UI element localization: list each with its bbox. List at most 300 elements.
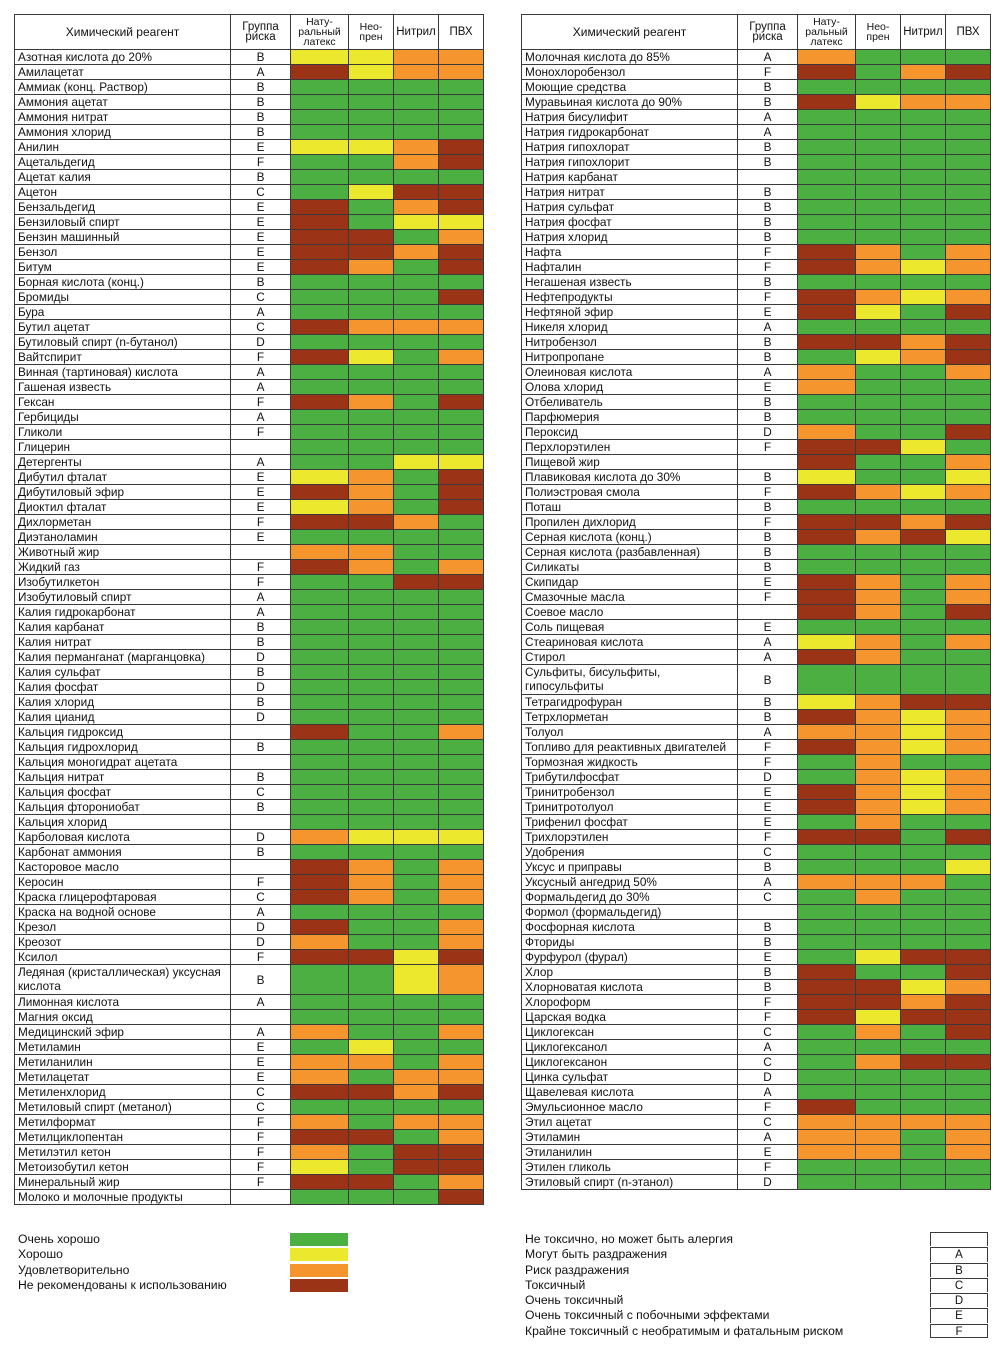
chemical-name: Глицерин xyxy=(15,440,231,455)
rating-nitrile xyxy=(901,590,946,605)
table-row xyxy=(522,620,991,635)
risk-group: B xyxy=(231,800,291,815)
legend-label: Удовлетворительно xyxy=(18,1262,130,1277)
rating-pvc xyxy=(439,1055,484,1070)
rating-latex xyxy=(798,620,856,635)
rating-nitrile xyxy=(901,155,946,170)
table-row xyxy=(15,260,484,275)
risk-group: E xyxy=(231,215,291,230)
table-row xyxy=(522,1100,991,1115)
rating-neoprene xyxy=(856,710,901,725)
rating-neoprene xyxy=(349,155,394,170)
rating-pvc xyxy=(439,350,484,365)
table-row xyxy=(522,665,991,695)
rating-nitrile xyxy=(394,1115,439,1130)
risk-group: E xyxy=(738,380,798,395)
chemical-name: Кальция гидрохлорид xyxy=(15,740,231,755)
rating-latex xyxy=(291,875,349,890)
table-row xyxy=(522,50,991,65)
risk-group: C xyxy=(738,1025,798,1040)
chemical-name: Молочная кислота до 85% xyxy=(522,50,738,65)
chemical-name: Касторовое масло xyxy=(15,860,231,875)
chemical-name: Натрия гидрокарбонат xyxy=(522,125,738,140)
risk-group: B xyxy=(738,665,798,695)
rating-neoprene xyxy=(349,320,394,335)
table-row xyxy=(522,1175,991,1190)
rating-latex xyxy=(291,530,349,545)
rating-nitrile xyxy=(901,1145,946,1160)
rating-neoprene xyxy=(856,830,901,845)
rating-neoprene xyxy=(856,635,901,650)
risk-group: B xyxy=(231,620,291,635)
chemical-name: Натрия нитрат xyxy=(522,185,738,200)
rating-latex xyxy=(798,920,856,935)
rating-neoprene xyxy=(856,215,901,230)
table-row xyxy=(15,1160,484,1175)
risk-group: D xyxy=(738,425,798,440)
risk-group: C xyxy=(738,890,798,905)
rating-pvc xyxy=(439,215,484,230)
rating-latex xyxy=(798,440,856,455)
rating-nitrile xyxy=(901,125,946,140)
rating-neoprene xyxy=(856,620,901,635)
chemical-name: Этиловый спирт (n-этанол) xyxy=(522,1175,738,1190)
rating-pvc xyxy=(946,425,991,440)
rating-nitrile xyxy=(901,1025,946,1040)
rating-latex xyxy=(798,1130,856,1145)
rating-pvc xyxy=(946,755,991,770)
chemical-name: Эмульсионное масло xyxy=(522,1100,738,1115)
risk-group: B xyxy=(231,845,291,860)
rating-neoprene xyxy=(349,290,394,305)
rating-neoprene xyxy=(349,1190,394,1205)
rating-neoprene xyxy=(856,605,901,620)
rating-pvc xyxy=(439,470,484,485)
legend-swatch xyxy=(290,1264,348,1277)
table-row xyxy=(15,875,484,890)
table-row xyxy=(15,575,484,590)
chemical-name: Нафта xyxy=(522,245,738,260)
rating-pvc xyxy=(439,590,484,605)
rating-pvc xyxy=(439,80,484,95)
table-row xyxy=(15,785,484,800)
rating-nitrile xyxy=(901,1055,946,1070)
rating-nitrile xyxy=(394,530,439,545)
rating-pvc xyxy=(439,560,484,575)
rating-latex xyxy=(798,710,856,725)
rating-nitrile xyxy=(901,845,946,860)
rating-latex xyxy=(291,710,349,725)
rating-nitrile xyxy=(394,950,439,965)
rating-nitrile xyxy=(394,665,439,680)
rating-nitrile xyxy=(901,1010,946,1025)
rating-latex xyxy=(291,755,349,770)
rating-latex xyxy=(798,470,856,485)
rating-latex xyxy=(291,140,349,155)
rating-nitrile xyxy=(394,935,439,950)
chemical-name: Серная кислота (разбавленная) xyxy=(522,545,738,560)
rating-neoprene xyxy=(349,620,394,635)
rating-latex xyxy=(291,860,349,875)
rating-neoprene xyxy=(856,1100,901,1115)
rating-nitrile xyxy=(394,425,439,440)
rating-pvc xyxy=(439,1145,484,1160)
rating-latex xyxy=(291,260,349,275)
risk-group: F xyxy=(231,950,291,965)
rating-neoprene xyxy=(349,770,394,785)
table-row xyxy=(522,830,991,845)
rating-neoprene xyxy=(349,95,394,110)
rating-nitrile xyxy=(394,545,439,560)
rating-nitrile xyxy=(901,560,946,575)
table-row xyxy=(15,470,484,485)
rating-pvc xyxy=(946,935,991,950)
rating-neoprene xyxy=(349,860,394,875)
risk-group: A xyxy=(231,455,291,470)
legend-risk-groups xyxy=(525,1232,990,1339)
chemical-name: Пищевой жир xyxy=(522,455,738,470)
risk-group: E xyxy=(231,470,291,485)
rating-latex xyxy=(798,200,856,215)
table-row xyxy=(15,710,484,725)
risk-group: F xyxy=(231,1160,291,1175)
rating-nitrile xyxy=(394,560,439,575)
legend-label: Очень хорошо xyxy=(18,1232,100,1246)
chemical-name: Этиламин xyxy=(522,1130,738,1145)
rating-latex xyxy=(291,515,349,530)
rating-pvc xyxy=(946,1175,991,1190)
rating-neoprene xyxy=(349,215,394,230)
rating-neoprene xyxy=(349,710,394,725)
rating-latex xyxy=(291,95,349,110)
rating-pvc xyxy=(946,635,991,650)
rating-neoprene xyxy=(856,125,901,140)
table-row xyxy=(522,170,991,185)
rating-nitrile xyxy=(901,785,946,800)
rating-pvc xyxy=(946,890,991,905)
rating-latex xyxy=(291,500,349,515)
rating-pvc xyxy=(439,395,484,410)
risk-group: C xyxy=(231,785,291,800)
risk-group: E xyxy=(231,1070,291,1085)
chemical-name: Тетрагидрофуран xyxy=(522,695,738,710)
table-row xyxy=(15,740,484,755)
rating-nitrile xyxy=(901,230,946,245)
rating-neoprene xyxy=(856,665,901,695)
table-row xyxy=(15,65,484,80)
rating-neoprene xyxy=(349,515,394,530)
risk-group: B xyxy=(738,80,798,95)
chemical-name: Формол (формальдегид) xyxy=(522,905,738,920)
header-risk-group: Группа риска xyxy=(231,15,291,50)
table-row xyxy=(15,860,484,875)
rating-latex xyxy=(798,110,856,125)
rating-latex xyxy=(798,1040,856,1055)
rating-latex xyxy=(798,545,856,560)
rating-nitrile xyxy=(901,170,946,185)
rating-nitrile xyxy=(901,965,946,980)
chemical-name: Пропилен дихлорид xyxy=(522,515,738,530)
rating-latex xyxy=(798,365,856,380)
rating-neoprene xyxy=(856,755,901,770)
chemical-name: Изобутиловый спирт xyxy=(15,590,231,605)
rating-neoprene xyxy=(349,650,394,665)
rating-pvc xyxy=(946,845,991,860)
chemical-name: Кальция моногидрат ацетата xyxy=(15,755,231,770)
chemical-name: Моющие средства xyxy=(522,80,738,95)
table-row xyxy=(522,365,991,380)
rating-nitrile xyxy=(394,515,439,530)
rating-neoprene xyxy=(856,725,901,740)
rating-pvc xyxy=(946,515,991,530)
chemical-name: Битум xyxy=(15,260,231,275)
rating-latex xyxy=(291,635,349,650)
risk-group: D xyxy=(231,710,291,725)
rating-latex xyxy=(291,155,349,170)
risk-group: C xyxy=(231,890,291,905)
legend-risk-code xyxy=(930,1232,988,1246)
chemical-name: Аммония хлорид xyxy=(15,125,231,140)
chemical-name: Муравьиная кислота до 90% xyxy=(522,95,738,110)
table-row xyxy=(15,680,484,695)
rating-neoprene xyxy=(349,605,394,620)
table-row xyxy=(522,695,991,710)
risk-group: B xyxy=(738,530,798,545)
rating-latex xyxy=(798,275,856,290)
chemical-name: Кальция фосфат xyxy=(15,785,231,800)
rating-pvc xyxy=(439,305,484,320)
rating-neoprene xyxy=(856,860,901,875)
rating-pvc xyxy=(946,815,991,830)
table-row xyxy=(522,965,991,980)
legend-risk-code: E xyxy=(930,1308,988,1322)
header-chemical-reagent: Химический реагент xyxy=(522,15,738,50)
table-row xyxy=(522,785,991,800)
rating-latex xyxy=(798,260,856,275)
chemical-name: Тормозная жидкость xyxy=(522,755,738,770)
rating-pvc xyxy=(946,530,991,545)
rating-nitrile xyxy=(901,650,946,665)
rating-nitrile xyxy=(394,905,439,920)
risk-group: B xyxy=(738,275,798,290)
rating-pvc xyxy=(439,740,484,755)
rating-pvc xyxy=(946,125,991,140)
rating-nitrile xyxy=(901,605,946,620)
rating-pvc xyxy=(946,215,991,230)
rating-neoprene xyxy=(349,665,394,680)
rating-latex xyxy=(798,860,856,875)
chemical-name: Нитропропане xyxy=(522,350,738,365)
rating-neoprene xyxy=(856,545,901,560)
table-header-row xyxy=(15,15,484,50)
risk-group: E xyxy=(738,1145,798,1160)
rating-pvc xyxy=(439,1085,484,1100)
risk-group: D xyxy=(231,830,291,845)
rating-latex xyxy=(798,950,856,965)
risk-group: C xyxy=(231,1085,291,1100)
risk-group: A xyxy=(231,905,291,920)
table-row xyxy=(522,545,991,560)
rating-neoprene xyxy=(856,995,901,1010)
rating-latex xyxy=(798,905,856,920)
rating-neoprene xyxy=(349,890,394,905)
risk-group: D xyxy=(231,680,291,695)
rating-pvc xyxy=(946,1130,991,1145)
rating-neoprene xyxy=(349,755,394,770)
rating-pvc xyxy=(439,440,484,455)
chemical-name: Калия карбанат xyxy=(15,620,231,635)
legend-item xyxy=(525,1232,990,1247)
rating-latex xyxy=(798,395,856,410)
rating-nitrile xyxy=(394,305,439,320)
rating-nitrile xyxy=(394,1100,439,1115)
risk-group: B xyxy=(231,965,291,995)
chemical-name: Уксусный ангедрид 50% xyxy=(522,875,738,890)
rating-latex xyxy=(291,65,349,80)
rating-pvc xyxy=(439,365,484,380)
rating-pvc xyxy=(946,485,991,500)
chemical-name: Гликоли xyxy=(15,425,231,440)
rating-neoprene xyxy=(856,1130,901,1145)
chemical-name: Магния оксид xyxy=(15,1010,231,1025)
rating-neoprene xyxy=(856,350,901,365)
table-row xyxy=(522,1160,991,1175)
rating-latex xyxy=(291,695,349,710)
rating-neoprene xyxy=(349,80,394,95)
rating-latex xyxy=(798,785,856,800)
rating-neoprene xyxy=(856,740,901,755)
rating-pvc xyxy=(439,725,484,740)
rating-nitrile xyxy=(901,1100,946,1115)
chemical-name: Никеля хлорид xyxy=(522,320,738,335)
table-row xyxy=(522,740,991,755)
rating-latex xyxy=(291,905,349,920)
rating-neoprene xyxy=(856,890,901,905)
chemical-name: Фториды xyxy=(522,935,738,950)
rating-pvc xyxy=(439,965,484,995)
rating-pvc xyxy=(946,185,991,200)
rating-nitrile xyxy=(901,470,946,485)
rating-nitrile xyxy=(901,50,946,65)
table-row xyxy=(15,245,484,260)
table-row xyxy=(15,305,484,320)
risk-group: B xyxy=(738,230,798,245)
rating-pvc xyxy=(946,1160,991,1175)
table-row xyxy=(522,80,991,95)
rating-nitrile xyxy=(394,350,439,365)
risk-group: B xyxy=(231,110,291,125)
rating-nitrile xyxy=(394,470,439,485)
rating-latex xyxy=(291,230,349,245)
table-row xyxy=(522,1130,991,1145)
rating-pvc xyxy=(439,1070,484,1085)
chemical-name: Бензин машинный xyxy=(15,230,231,245)
risk-group xyxy=(738,455,798,470)
rating-latex xyxy=(291,245,349,260)
rating-neoprene xyxy=(856,110,901,125)
rating-nitrile xyxy=(901,440,946,455)
chemical-name: Бензиловый спирт xyxy=(15,215,231,230)
rating-pvc xyxy=(946,455,991,470)
table-row xyxy=(522,500,991,515)
rating-nitrile xyxy=(901,635,946,650)
chemical-name: Натрия гипохлорат xyxy=(522,140,738,155)
risk-group: F xyxy=(231,350,291,365)
chemical-name: Монохлоробензол xyxy=(522,65,738,80)
table-row xyxy=(522,455,991,470)
table-row xyxy=(522,590,991,605)
chemical-name: Олова хлорид xyxy=(522,380,738,395)
rating-latex xyxy=(291,1010,349,1025)
rating-latex xyxy=(798,1175,856,1190)
chemical-name: Борная кислота (конц.) xyxy=(15,275,231,290)
rating-nitrile xyxy=(394,1070,439,1085)
rating-nitrile xyxy=(394,215,439,230)
rating-pvc xyxy=(946,1115,991,1130)
risk-group: A xyxy=(738,365,798,380)
risk-group xyxy=(231,725,291,740)
rating-neoprene xyxy=(856,170,901,185)
rating-latex xyxy=(798,995,856,1010)
rating-pvc xyxy=(946,920,991,935)
rating-nitrile xyxy=(394,245,439,260)
risk-group: B xyxy=(738,545,798,560)
rating-pvc xyxy=(946,1010,991,1025)
rating-neoprene xyxy=(856,590,901,605)
table-row xyxy=(522,860,991,875)
rating-latex xyxy=(798,215,856,230)
chemical-name: Силикаты xyxy=(522,560,738,575)
table-row xyxy=(15,425,484,440)
rating-latex xyxy=(291,560,349,575)
risk-group: F xyxy=(738,260,798,275)
rating-neoprene xyxy=(349,785,394,800)
rating-nitrile xyxy=(394,1145,439,1160)
rating-pvc xyxy=(439,800,484,815)
rating-latex xyxy=(291,425,349,440)
rating-nitrile xyxy=(394,230,439,245)
rating-nitrile xyxy=(901,1130,946,1145)
rating-pvc xyxy=(439,335,484,350)
risk-group: E xyxy=(231,260,291,275)
rating-neoprene xyxy=(856,485,901,500)
rating-latex xyxy=(291,920,349,935)
rating-nitrile xyxy=(901,185,946,200)
table-row xyxy=(15,560,484,575)
rating-latex xyxy=(291,395,349,410)
chemical-name: Поташ xyxy=(522,500,738,515)
rating-pvc xyxy=(439,185,484,200)
rating-latex xyxy=(798,125,856,140)
rating-latex xyxy=(291,215,349,230)
rating-pvc xyxy=(439,380,484,395)
rating-nitrile xyxy=(394,50,439,65)
rating-pvc xyxy=(439,605,484,620)
legend-risk-code: A xyxy=(930,1247,988,1261)
table-row xyxy=(522,575,991,590)
table-row xyxy=(15,815,484,830)
rating-nitrile xyxy=(901,1085,946,1100)
rating-nitrile xyxy=(394,710,439,725)
rating-pvc xyxy=(439,1025,484,1040)
header-chemical-reagent: Химический реагент xyxy=(15,15,231,50)
rating-nitrile xyxy=(901,500,946,515)
chemical-name: Гексан xyxy=(15,395,231,410)
rating-nitrile xyxy=(394,1190,439,1205)
risk-group: B xyxy=(738,395,798,410)
chemical-name: Метилциклопентан xyxy=(15,1130,231,1145)
chemical-name: Медицинский эфир xyxy=(15,1025,231,1040)
